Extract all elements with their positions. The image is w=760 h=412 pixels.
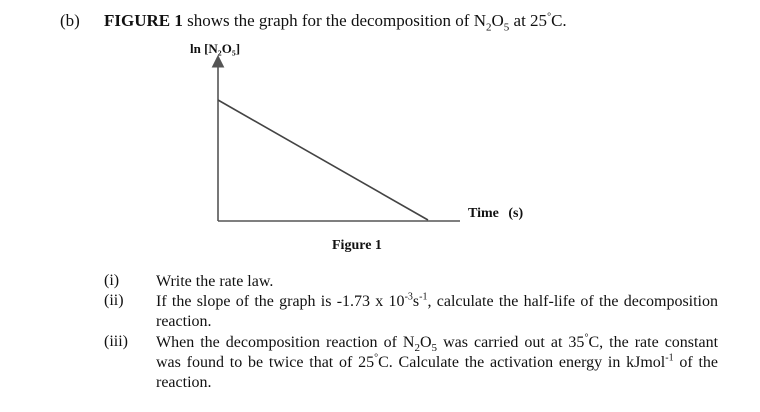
q3-text-c: was carried out at 35: [437, 334, 585, 351]
figure-reference: FIGURE 1: [104, 11, 183, 30]
heading-text-a: shows the graph for the decomposition of N: [182, 11, 486, 30]
part-label: (b): [60, 11, 80, 30]
q2-text-c: , calculate the half-life of the decomposition reaction.: [156, 293, 719, 330]
heading-text-c: at 25: [509, 11, 548, 30]
heading-sub-a: 2: [486, 21, 492, 34]
figure-caption: Figure 1: [332, 238, 382, 253]
q3-sub-a: 2: [414, 342, 420, 355]
q2-text-b: s: [412, 293, 420, 310]
q3-text-e: C. Calculate the activation energy in kJmol: [378, 354, 666, 371]
data-line: [218, 100, 428, 220]
q3-sup-a: -1: [665, 352, 674, 364]
q2-sup-b: -1: [419, 291, 428, 303]
q3-text-b: O: [419, 334, 432, 351]
heading-degree: °: [547, 11, 552, 23]
heading-sub-b: 5: [503, 21, 510, 34]
question-text-ii: [156, 292, 718, 332]
heading-text-d: C.: [551, 11, 567, 30]
q3-text-d: C, the rate constant was found to be twice that of 25: [156, 334, 719, 371]
x-axis-label: Time (s): [468, 206, 524, 221]
question-number-i: (i): [104, 272, 120, 289]
question-number-ii: (ii): [104, 292, 124, 309]
question-text-i: Write the rate law.: [156, 273, 274, 290]
q3-text-a: When the decomposition reaction of N: [156, 334, 415, 351]
q3-text-f: of the reaction.: [156, 354, 719, 391]
q3-sub-b: 5: [431, 342, 438, 355]
heading-text-b: O: [491, 11, 504, 30]
question-number-iii: (iii): [104, 333, 128, 350]
q3-degree-b: °: [374, 352, 379, 364]
q2-text-a: If the slope of the graph is -1.73 x 10: [156, 293, 405, 310]
y-axis-label: ln [N₂O₅]: [190, 41, 241, 56]
q2-sup-a: -3: [404, 291, 413, 303]
question-text-iii: [156, 333, 718, 393]
q3-degree-a: °: [584, 332, 589, 344]
